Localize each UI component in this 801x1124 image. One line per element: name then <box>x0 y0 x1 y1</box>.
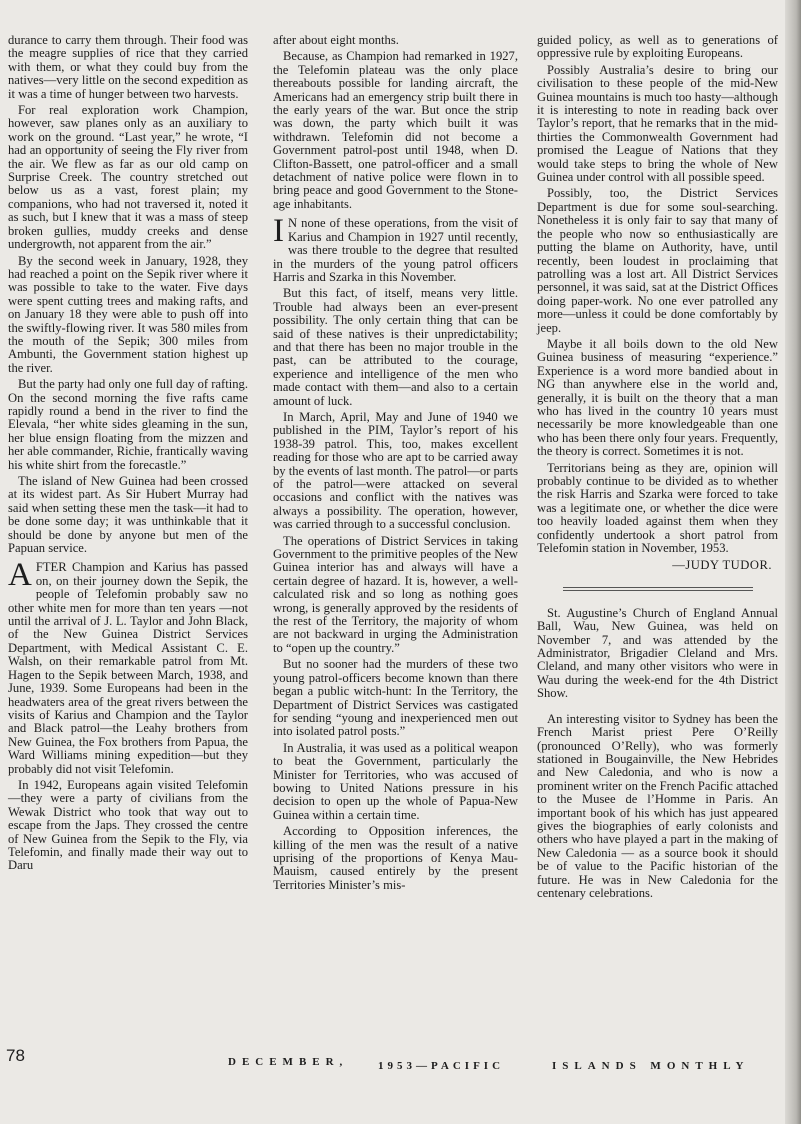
news-note: St. Augustine’s Church of England Annual Ball, Wau, New Guinea, was held on November 7, and was attended by the Administrator, Brigadier Cleland and Mrs. Cleland, and many other visitors who were in Wau during the week-end for the 4th District Show. <box>537 605 778 701</box>
dropcap-paragraph-text: FTER Champion and Karius has passed on, on their journey down the Sepik, the people of Telefomin probably saw no other white men for more than ten years —not until the arrival of J. L. Taylor and John Black, of the New Guinea District Services Department, with Medical Assistant C. E. Walsh, on their remarkable patrol from Mt. Hagen to the Sepik between March, 1938, and June, 1939. Some Europeans had been in the headwaters area of the great rivers between the visits of Karius and Champion and the Taylor and Black patrol—the Leahy brothers from New Guinea, the Fox brothers from Papua, the Ward Williams mining expedition—but they probably did not visit Telefomin. <box>8 560 248 776</box>
column-1 <box>8 34 248 876</box>
paragraph: Territorians being as they are, opinion will probably continue to be divided as to whether the risk Harris and Szarka were forced to take was a legitimate one, or whether the dice were too heavily loaded against them when they confidently undertook a short patrol from Telefomin station in November, 1953. <box>537 460 778 556</box>
paragraph: after about eight months. <box>273 33 399 47</box>
dropcap-paragraph <box>273 213 518 284</box>
drop-cap-letter: I <box>273 213 284 250</box>
paragraph: The operations of District Services in taking Government to the primitive peoples of the New Guinea interior has and always will have a certain degree of hazard. It is, however, a well-calculated risk and so long as nothing goes wrong, is generally approved by the residents of the rest of the Territory, the majority of whom are not backward in urging the Administration to “open up the country.” <box>273 533 518 655</box>
paragraph: But no sooner had the murders of these two young patrol-officers become known than there began a public witch-hunt: In the Territory, the Department of District Services was castigated for sending “young and inexperienced men out into isolated patrol posts.” <box>273 657 518 739</box>
dropcap-paragraph <box>8 557 248 776</box>
dropcap-paragraph-text: N none of these operations, from the visit of Karius and Champion in 1927 until recently, was there trouble to the degree that resulted in the murders of the young patrol officers Harris and Szarka in this November. <box>273 216 518 284</box>
paragraph: durance to carry them through. Their food was the meagre supplies of rice that they carried with them, or what they could buy from the natives—very little on the second expedition as it was a time of hunger between two harvests. <box>8 33 248 101</box>
column-3 <box>537 34 778 903</box>
drop-cap-letter: A <box>8 557 32 594</box>
paragraph: But the party had only one full day of rafting. On the second morning the five rafts came rapidly round a bend in the river to find the Elevala, “her white sides gleaming in the sun, her blue ensign floating from the mizzen and her able commander, Richie, frantically waving his white shirt from the forecastle.” <box>8 377 248 472</box>
footer-magazine-title: ISLANDS MONTHLY <box>552 1060 750 1072</box>
page-number: 78 <box>6 1046 25 1065</box>
paragraph: Possibly, too, the District Services Department is due for some soul-searching. Nonetheless it is only fair to say that many of the people who now so enthusiastically are putting the blame on Authority, have, until recently, been loudest in proclaiming that patrolling was a lost art. All District Services personnel, it was said, sat at the District Offices doing paper-work. No one ever patrolled any more—unless it could be done comfortably by jeep. <box>537 186 778 335</box>
binding-edge <box>785 0 801 1124</box>
paragraph: Possibly Australia’s desire to bring our civilisation to these people of the mid-New Guinea mountains is much too hasty—although it is interesting to note in reading back over Taylor’s report, that he remarks that in the mid-thirties the Commonwealth Government had promised the League of Nations that they would take steps to bring the whole of New Guinea under control with all possible speed. <box>537 62 778 185</box>
paragraph: In 1942, Europeans again visited Telefomin—they were a party of civilians from the Wewak District who took that way out to escape from the Japs. They crossed the centre of New Guinea from the Sepik to the Fly, via Telefomin, and finally made their way out to Daru <box>8 777 248 873</box>
paragraph: The island of New Guinea had been crossed at its widest part. As Sir Hubert Murray had said when setting these men the task—it had to be done some day; it was unthinkable that it should be done by anyone but men of the Papuan service. <box>8 474 248 556</box>
paragraph: By the second week in January, 1928, they had reached a point on the Sepik river where it was possible to take to the water. Five days were spent cutting trees and making rafts, and on January 18 they were able to push off into the swiftly-flowing river. It was 580 miles from the mouth of the Sepik; 300 miles from Ambunti, the Government station highest up the river. <box>8 253 248 375</box>
news-note: An interesting visitor to Sydney has been the French Marist priest Pere O’Reilly (pronounced O’Relly), who was formerly stationed in Bougainville, the New Hebrides and New Caledonia, and who is now a prominent writer on the French Pacific attached to the Musee de l’Homme in Paris. An important book of his which has just appeared gives the biographies of early colonists and others who have played a part in the making of New Caledonia — as a source book it should be of value to the Pacific historian of the future. He was in New Caledonia for the centenary celebrations. <box>537 711 778 900</box>
paragraph: Because, as Champion had remarked in 1927, the Telefomin plateau was the only place thereabouts possible for landing aircraft, the Americans had an emergency strip built there in the early years of the war. But once the strip was down, the party which built it was withdrawn. Telefomin did not become a Government patrol-post until 1948, when D. Clifton-Bassett, one patrol-officer and a small detachment of native police were flown in to bring peace and good Government to the Stone-age inhabitants. <box>273 49 518 211</box>
section-divider <box>563 587 753 591</box>
paragraph: According to Opposition inferences, the killing of the men was the result of a native uprising of the proportions of Kenya Mau-Mauism, caused entirely by the present Territories Minister’s mis- <box>273 824 518 892</box>
author-signature: —JUDY TUDOR. <box>672 558 772 573</box>
paragraph: In March, April, May and June of 1940 we published in the PIM, Taylor’s report of his 1938-39 patrol. This, too, makes excellent reading for those who are apt to be carried away by the events of last month. The patrol—or parts of the patrol—were attacked on several occasions and conflict with the natives was always a possibility. The operation, however, was carried through to a successful conclusion. <box>273 409 518 532</box>
paragraph: Maybe it all boils down to the old New Guinea business of measuring “experience.” Experience is a word more bandied about in NG than anywhere else in the world and, generally, it is built on the theory that a man who has lived in the country 10 years must necessarily be more knowledgeable than one who has been there only four years. Frequently, the theory is correct. Sometimes it is not. <box>537 336 778 459</box>
footer-year-title: 1953—PACIFIC <box>378 1060 505 1072</box>
column-2 <box>273 34 518 895</box>
paragraph: In Australia, it was used as a political weapon to beat the Government, particularly the Minister for Territories, who was accused of bowing to United Nations pressure in his decision to open up the whole of Papua-New Guinea within a certain time. <box>273 740 518 822</box>
paragraph: guided policy, as well as to generations of oppressive rule by exploiting Europeans. <box>537 33 778 61</box>
footer-month: DECEMBER, <box>228 1056 349 1068</box>
paragraph: But this fact, of itself, means very little. Trouble had always been an ever-present possibility. The only certain thing that can be said of these natives is their unpredictability; and that there has been no major trouble in the past, can be attributed to the courage, experience and intelligence of the men who made contact with them—and also to a certain amount of luck. <box>273 286 518 408</box>
paragraph: For real exploration work Champion, however, saw planes only as an auxiliary to work on the ground. “Last year,” he wrote, “I had an opportunity of seeing the Fly river from the air. We flew as far as our old camp on Surprise Creek. The country stretched out below us as a vast, forest plain; my companions, who had not traversed it, noted it as such, but I knew that it was a mass of steep broken gullies, muddy creeks and dense undergrowth, not apparent from the air.” <box>8 103 248 252</box>
page-footer <box>0 1046 785 1076</box>
